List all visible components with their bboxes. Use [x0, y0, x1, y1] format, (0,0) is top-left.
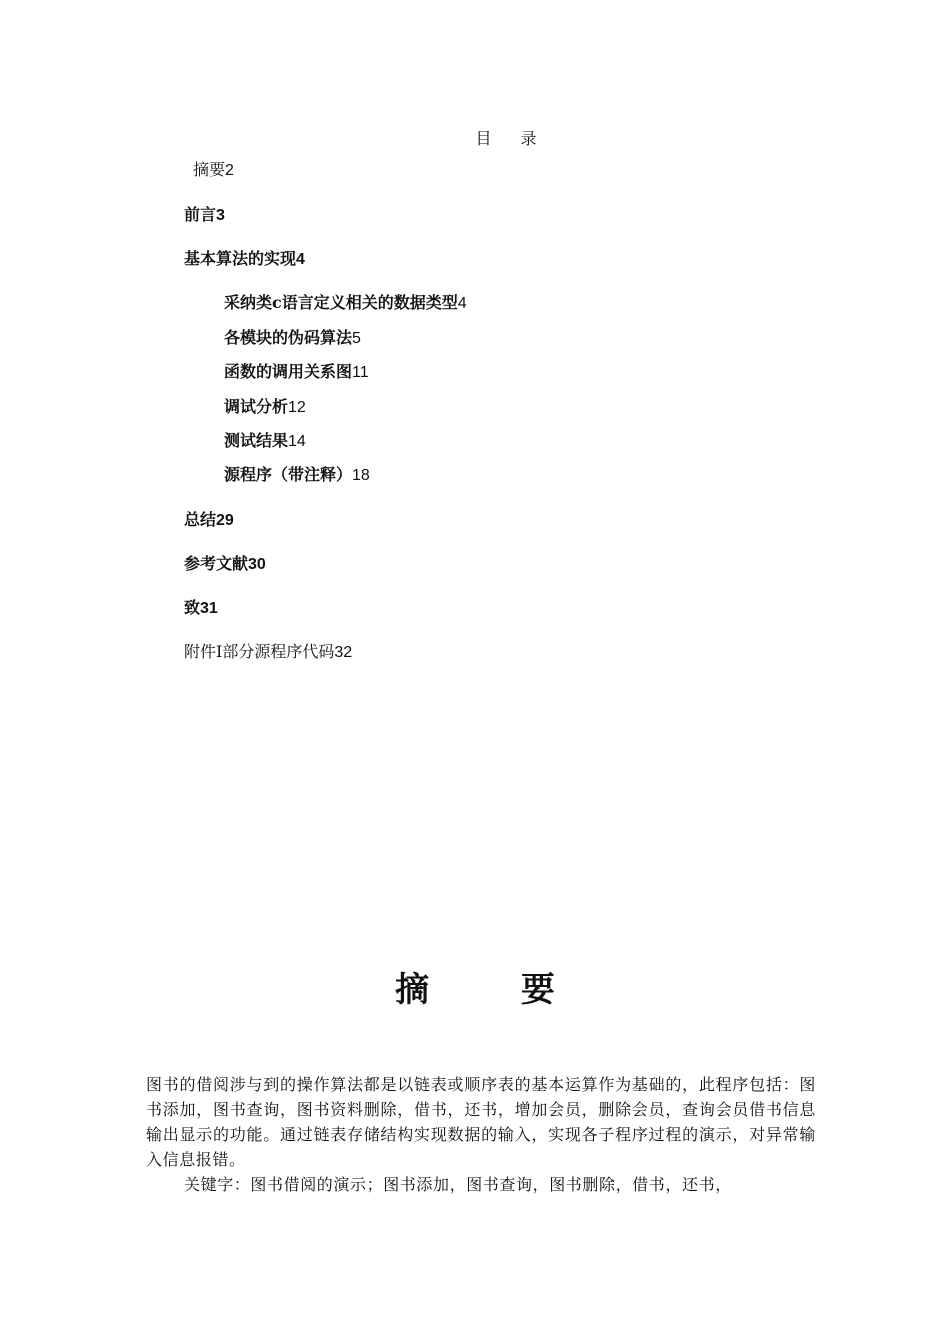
toc-item-page: 32 — [334, 644, 353, 661]
abstract-paragraph: 图书的借阅涉与到的操作算法都是以链表或顺序表的基本运算作为基础的，此程序包括：图书添加，图书查询，图书资料删除，借书，还书，增加会员，删除会员，查询会员借书信息输出显示的功能。通过链表存储结构实现数据的输入，实现各子程序过程的演示，对异常输入信息报错。 — [146, 1075, 816, 1169]
abstract-title: 摘 要 — [395, 970, 595, 1010]
toc-item-page: 29 — [216, 512, 234, 529]
toc-item-label: 采纳类c语言定义相关的数据类型 — [224, 293, 458, 312]
toc-item-label: 测试结果 — [224, 431, 289, 450]
toc-item[interactable] — [184, 249, 305, 270]
toc-item-page: 2 — [225, 162, 234, 179]
toc-item-label: 各模块的伪码算法 — [224, 328, 353, 347]
toc-item[interactable] — [224, 431, 306, 452]
toc-item[interactable] — [184, 510, 234, 531]
toc-item-page: 18 — [352, 467, 370, 484]
toc-item-page: 5 — [352, 330, 361, 347]
abstract-body — [146, 1072, 816, 1172]
toc-item-page: 12 — [288, 399, 306, 416]
toc-item-label: 源程序（带注释） — [224, 465, 353, 484]
toc-item-label: 函数的调用关系图 — [224, 362, 353, 381]
toc-item-label: 总结 — [184, 510, 217, 529]
toc-item[interactable] — [184, 205, 225, 226]
toc-title: 目 录 — [475, 129, 549, 148]
toc-item-page: 3 — [216, 207, 225, 224]
toc-item-page: 4 — [457, 295, 467, 312]
toc-item-label: 摘要 — [193, 160, 226, 179]
toc-item[interactable] — [224, 293, 467, 314]
toc-item[interactable] — [224, 362, 369, 383]
toc-item-label: 参考文献 — [184, 554, 249, 573]
toc-item-page: 14 — [288, 433, 306, 450]
toc-item[interactable] — [224, 465, 370, 486]
toc-item-page: 30 — [248, 556, 266, 573]
toc-item-label: 调试分析 — [224, 397, 289, 416]
toc-item-page: 31 — [200, 600, 218, 617]
toc-item[interactable] — [184, 554, 266, 575]
toc-item-label: 前言 — [184, 205, 217, 224]
toc-item-page: 11 — [352, 364, 369, 381]
toc-item-label: 致 — [184, 598, 201, 617]
toc-item-label: 附件Ⅰ部分源程序代码 — [184, 642, 335, 661]
toc-item[interactable] — [184, 642, 352, 663]
toc-item-page: 4 — [296, 251, 305, 268]
toc-item[interactable] — [224, 328, 361, 349]
toc-item[interactable] — [193, 160, 234, 181]
toc-item[interactable] — [184, 598, 218, 619]
toc-item-label: 基本算法的实现 — [184, 249, 297, 268]
abstract-keywords: 关键字：图书借阅的演示；图书添加，图书查询，图书删除，借书，还书， — [184, 1175, 732, 1194]
toc-item[interactable] — [224, 397, 306, 418]
